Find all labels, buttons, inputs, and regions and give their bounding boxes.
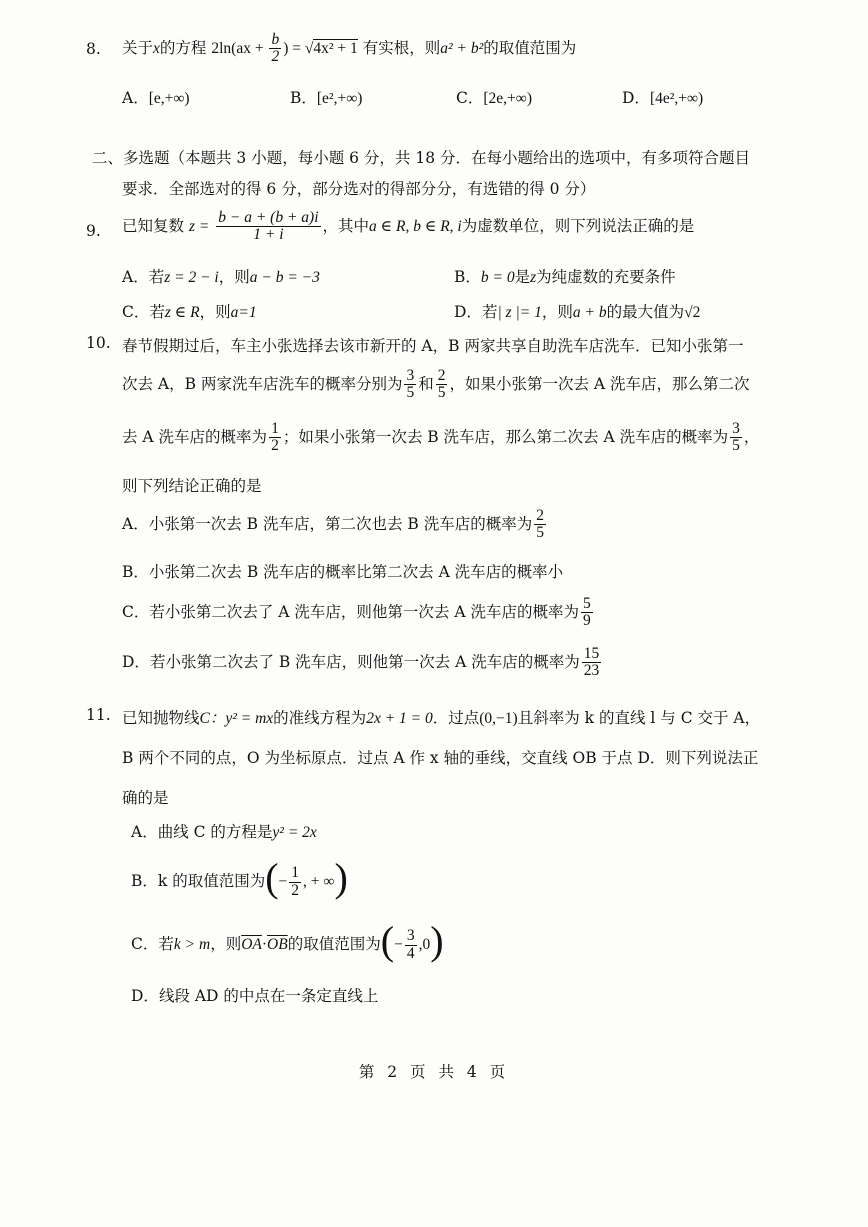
fraction-den: 2	[291, 881, 300, 899]
option-text: 若小张第二次去了 B 洗车店，则他第一次去 A 洗车店的概率为	[149, 652, 580, 671]
fraction	[269, 421, 281, 455]
fraction-num: 1	[291, 864, 300, 882]
option-b	[131, 855, 348, 902]
fraction-den: 5	[406, 384, 415, 402]
right-paren: )	[334, 855, 348, 900]
option-text: 小张第二次去 B 洗车店的概率比第二次去 A 洗车店的概率小	[148, 563, 564, 581]
math-expr: z	[530, 269, 537, 286]
math-expr: z ∈ R	[164, 304, 200, 321]
option-label: A．	[122, 514, 149, 533]
stem-text: 且斜率为 k 的直线 l 与 C 交于 A，	[517, 709, 761, 727]
option-label: B．	[290, 89, 317, 107]
stem-line-1: 春节假期过后，车主小张选择去该市新开的 A，B 两家共享自助洗车店洗车．已知小张第一	[122, 337, 744, 355]
option-a	[122, 508, 548, 542]
option-text: 若小张第二次去了 A 洗车店，则他第一次去 A 洗车店的概率为	[149, 602, 579, 621]
stem-text: 已知复数	[122, 216, 185, 235]
math-expr: √2	[684, 304, 701, 321]
option-text: [e,+∞)	[148, 90, 190, 107]
option-a	[122, 86, 190, 108]
math-var: x	[153, 39, 160, 57]
option-label: A．	[131, 823, 158, 841]
option-d	[622, 86, 703, 108]
stem-text: 已知抛物线	[122, 709, 200, 727]
math-expr: ,0	[418, 936, 431, 953]
option-label: C．	[122, 602, 150, 621]
fraction-num: 5	[582, 595, 591, 612]
stem-text: 关于	[122, 38, 154, 57]
stem-line-3: 确的是	[122, 789, 169, 807]
option-label: A．	[122, 268, 149, 286]
option-label: A．	[122, 89, 149, 107]
option-label: D．	[622, 89, 650, 107]
math-expr: y² = 2x	[272, 824, 317, 841]
math-expr: (0,−1)	[479, 710, 518, 727]
page-footer: 第 2 页 共 4 页	[358, 1063, 510, 1081]
option-a	[122, 265, 320, 287]
question-number: 8.	[86, 40, 101, 58]
option-c	[122, 596, 595, 630]
option-label: B．	[122, 563, 149, 581]
math-expr: ) =	[283, 39, 305, 57]
section-line-1: 二、多选题（本题共 3 小题，每小题 6 分，共 18 分．在每小题给出的选项中，有多项符合题目	[92, 149, 751, 167]
sqrt-content: 4x² + 1	[313, 39, 358, 57]
option-text: 若	[149, 303, 165, 321]
question-number: 9.	[86, 222, 101, 240]
stem-text: ，其中	[322, 216, 370, 235]
fraction-num: 3	[406, 927, 415, 945]
option-c	[131, 918, 444, 965]
fraction	[436, 368, 448, 402]
vector: $\overline{OB}$	[267, 936, 288, 953]
math-expr: 2ln(ax +	[211, 39, 268, 57]
fraction-den: 2	[271, 437, 279, 455]
math-expr: z = 2 − i	[164, 269, 219, 286]
option-text: 是	[514, 268, 531, 286]
option-label: D．	[454, 303, 482, 321]
option-d	[122, 646, 603, 680]
option-text: 若	[158, 935, 174, 953]
stem-text: ．过点	[432, 709, 480, 727]
sqrt-sign: √	[304, 39, 314, 57]
option-text: ，则	[541, 303, 573, 321]
left-paren: (	[265, 855, 279, 900]
fraction	[216, 210, 320, 244]
fraction-den: 5	[536, 524, 544, 542]
option-label: B．	[131, 872, 158, 890]
stem-text: 的准线方程为	[273, 709, 367, 727]
option-text: ，则	[218, 268, 250, 286]
stem-text: ，	[743, 427, 760, 446]
question-stem	[122, 210, 694, 244]
option-text: [2e,+∞)	[483, 90, 532, 107]
fraction-den: 5	[437, 384, 446, 402]
fraction	[269, 32, 281, 66]
fraction	[730, 421, 742, 455]
math-expr: a + b	[572, 304, 607, 321]
math-expr: −	[394, 936, 403, 953]
option-c	[456, 86, 532, 108]
math-expr: a ∈ R, b ∈ R, i	[369, 217, 462, 235]
stem-line-4: 则下列结论正确的是	[122, 477, 262, 495]
option-text: ，则	[210, 935, 242, 953]
option-b	[290, 86, 362, 108]
math-expr: 2x + 1 = 0	[366, 710, 433, 727]
stem-text: 去 A 洗车店的概率为	[122, 427, 268, 446]
math-expr: −	[278, 873, 288, 890]
question-number: 10.	[86, 334, 111, 352]
fraction	[289, 865, 301, 899]
option-label: D．	[122, 652, 150, 671]
stem-text: 和	[418, 374, 434, 393]
option-text: 若	[481, 303, 498, 321]
fraction	[534, 508, 546, 542]
fraction-num: 15	[583, 645, 600, 662]
option-text: 的最大值为	[606, 303, 685, 321]
option-a	[131, 820, 317, 842]
option-text: [e²,+∞)	[316, 90, 363, 107]
option-c	[122, 300, 257, 322]
question-number: 11.	[86, 706, 111, 724]
math-expr: C：y² = mx	[199, 710, 274, 727]
option-label: C．	[122, 303, 150, 321]
fraction-num: 2	[437, 367, 446, 384]
stem-text: 的方程	[159, 38, 207, 57]
option-label: B．	[454, 268, 481, 286]
fraction	[582, 646, 602, 680]
fraction-num: 3	[406, 367, 415, 384]
option-text: [4e²,+∞)	[649, 90, 704, 107]
math-expr: | z |= 1	[497, 304, 542, 321]
option-text: 为纯虚数的充要条件	[536, 268, 676, 286]
math-expr: a=1	[230, 304, 257, 321]
stem-text: ；如果小张第一次去 B 洗车店，那么第二次去 A 洗车店的概率为	[282, 427, 729, 446]
math-expr: ·	[261, 936, 268, 953]
vector: $\overline{OA}$	[241, 936, 262, 953]
option-label: C．	[131, 935, 159, 953]
stem-line-1	[122, 706, 760, 728]
option-text: 小张第一次去 B 洗车店，第二次也去 B 洗车店的概率为	[148, 514, 533, 533]
math-expr: , + ∞	[303, 873, 335, 890]
stem-text: 为虚数单位，则下列说法正确的是	[461, 216, 695, 235]
fraction-num: b − a + (b + a)i	[218, 209, 319, 226]
fraction-num: 1	[271, 420, 279, 437]
fraction-den: 5	[732, 437, 740, 455]
section-line-2: 要求．全部选对的得 6 分，部分选对的得部分分，有选错的得 0 分）	[122, 180, 596, 198]
stem-text: 的取值范围为	[483, 38, 577, 57]
math-expr: z =	[188, 217, 210, 235]
fraction	[404, 368, 416, 402]
stem-text: ，如果小张第一次去 A 洗车店，那么第二次	[449, 374, 750, 393]
option-b	[454, 265, 676, 287]
option-d	[454, 300, 700, 322]
fraction	[405, 928, 417, 962]
stem-line-3	[122, 421, 759, 455]
option-text: 若	[148, 268, 165, 286]
math-expr: b = 0	[480, 269, 515, 286]
option-label: C．	[456, 89, 484, 107]
stem-line-2	[122, 368, 750, 402]
fraction-den: 9	[582, 612, 591, 630]
option-text: k 的取值范围为	[157, 872, 266, 890]
fraction-num: 3	[732, 420, 740, 437]
stem-line-2: B 两个不同的点，O 为坐标原点．过点 A 作 x 轴的垂线，交直线 OB 于点 D．则下列说法正	[122, 749, 759, 767]
math-expr: a − b = −3	[249, 269, 320, 286]
left-paren: (	[380, 918, 395, 963]
option-text: ，则	[199, 303, 231, 321]
fraction-den: 2	[271, 48, 280, 66]
option-d	[131, 984, 378, 1006]
math-expr: a² + b²	[440, 39, 484, 57]
fraction-den: 23	[583, 662, 600, 680]
option-b	[122, 560, 563, 582]
option-text: 线段 AD 的中点在一条定直线上	[158, 987, 379, 1005]
stem-text: 次去 A，B 两家洗车店洗车的概率分别为	[122, 374, 403, 393]
fraction-num: 2	[536, 507, 544, 524]
math-expr: k > m	[173, 936, 211, 953]
question-stem	[122, 32, 576, 66]
fraction-den: 4	[406, 944, 415, 962]
stem-text: 有实根，则	[362, 38, 441, 57]
option-text: 的取值范围为	[287, 935, 381, 953]
fraction-num: b	[271, 31, 280, 48]
fraction-den: 1 + i	[253, 226, 284, 244]
option-text: 曲线 C 的方程是	[157, 823, 273, 841]
option-label: D．	[131, 987, 159, 1005]
fraction	[581, 596, 593, 630]
right-paren: )	[430, 918, 444, 963]
